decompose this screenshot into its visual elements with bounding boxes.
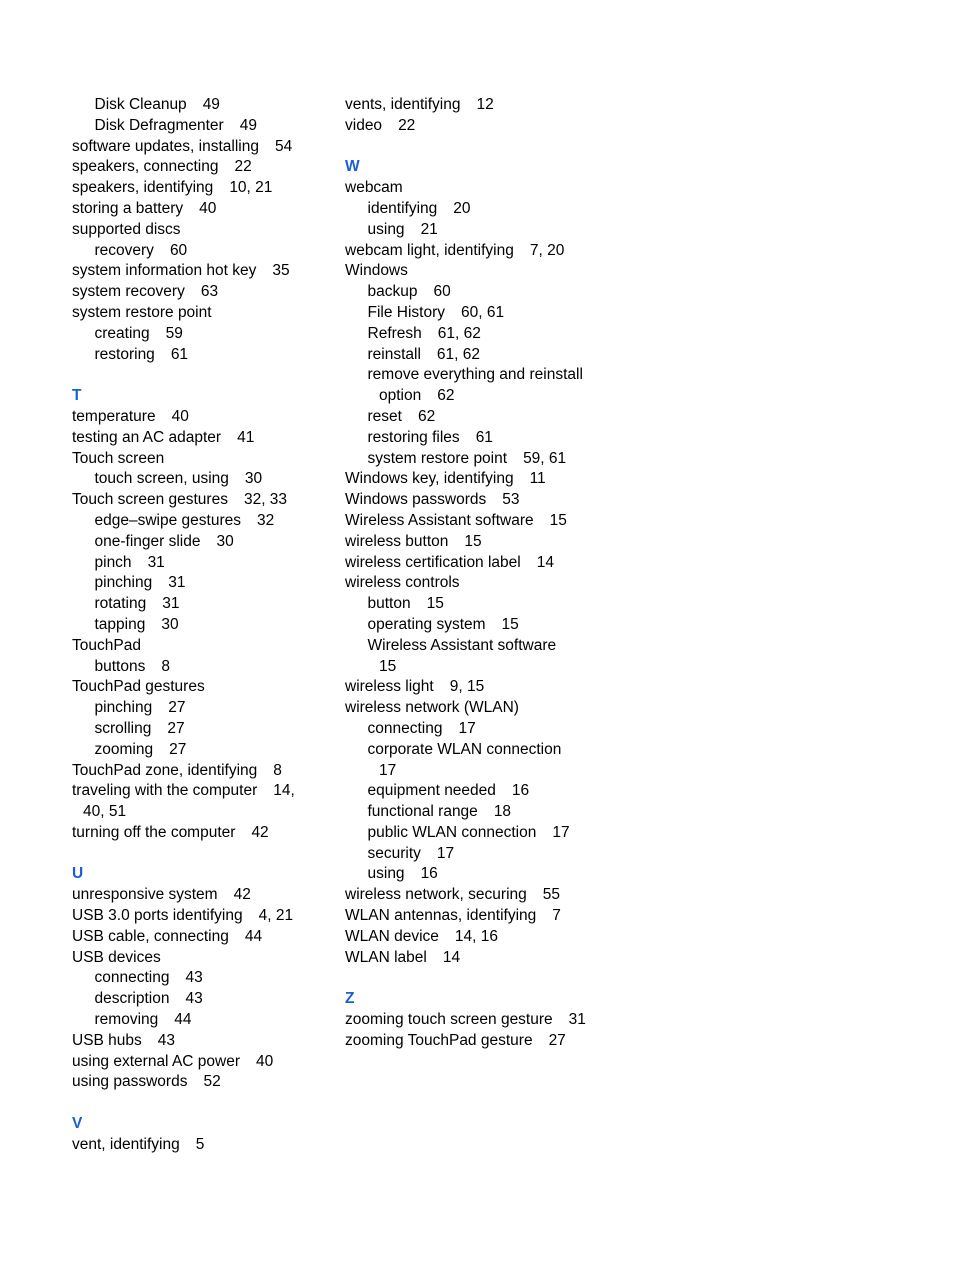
- index-entry: [72, 178, 322, 199]
- index-subentry: [72, 740, 322, 761]
- index-entry: [72, 199, 322, 220]
- index-term: Windows passwords: [345, 491, 487, 509]
- index-entry: [345, 906, 645, 927]
- index-subentry: [72, 95, 322, 116]
- page-reference-link[interactable]: 12: [476, 96, 494, 113]
- index-column-right: [345, 95, 645, 1052]
- section-spacer: [345, 968, 645, 989]
- index-term: turning off the computer: [72, 823, 236, 841]
- page-reference-link[interactable]: 15: [549, 511, 567, 529]
- page-reference-link[interactable]: 15: [501, 615, 519, 633]
- index-entry: [345, 1031, 645, 1052]
- index-term: USB devices: [72, 948, 161, 966]
- index-subentry: [345, 823, 645, 844]
- index-term: system recovery: [72, 283, 185, 301]
- index-term: traveling with the computer: [72, 782, 258, 800]
- index-term: using passwords: [72, 1073, 188, 1091]
- index-term: restoring: [94, 345, 155, 363]
- index-term: TouchPad gestures: [72, 678, 205, 696]
- index-term: identifying: [367, 199, 438, 217]
- index-subentry: [72, 719, 322, 740]
- page-reference-link[interactable]: 18: [493, 803, 512, 821]
- page-reference-link[interactable]: 22: [398, 116, 416, 134]
- index-entry: [72, 407, 322, 428]
- page-reference-link[interactable]: 17: [552, 823, 570, 841]
- index-subentry: [72, 968, 322, 989]
- index-subentry: [72, 657, 322, 678]
- page-reference-link[interactable]: 21: [420, 220, 438, 238]
- page-reference-link[interactable]: 20: [453, 199, 471, 217]
- page-reference-link[interactable]: 44: [244, 927, 263, 945]
- index-term: corporate WLAN connection: [367, 740, 562, 758]
- index-term: removing: [94, 1011, 159, 1029]
- index-entry: [345, 116, 645, 137]
- index-term: wireless controls: [345, 574, 460, 592]
- page-reference-link[interactable]: 52: [203, 1073, 221, 1091]
- index-term: Wireless Assistant software: [367, 636, 557, 654]
- index-term: USB hubs: [72, 1031, 142, 1049]
- index-entry: [72, 1052, 322, 1073]
- index-term: system restore point: [72, 303, 212, 321]
- index-term: public WLAN connection: [367, 823, 537, 841]
- index-entry: [345, 241, 645, 262]
- index-entry: [72, 677, 322, 698]
- page-reference-link[interactable]: 54: [274, 137, 293, 155]
- index-term: WLAN label: [345, 948, 427, 966]
- page-reference-link[interactable]: 10, 21: [229, 179, 273, 197]
- page-reference-link[interactable]: 35: [272, 262, 290, 280]
- index-term: creating: [94, 324, 150, 342]
- index-entry: [72, 823, 322, 844]
- index-subentry: [72, 241, 322, 262]
- page-reference-link[interactable]: 59: [165, 324, 183, 342]
- index-subentry: [345, 449, 645, 470]
- index-term: one-finger slide: [94, 532, 201, 550]
- index-entry: [345, 948, 645, 969]
- index-entry-continuation: [345, 386, 645, 407]
- page-reference-link[interactable]: 30: [244, 470, 263, 488]
- index-term: Touch screen: [72, 449, 165, 467]
- index-subentry: [345, 844, 645, 865]
- page-reference-link[interactable]: 62: [417, 407, 436, 425]
- index-letter-heading: W: [345, 158, 360, 176]
- index-term: wireless button: [345, 532, 449, 550]
- index-term: operating system: [367, 615, 486, 633]
- section-spacer: [72, 844, 322, 865]
- index-term: zooming: [94, 740, 154, 758]
- page-reference-link[interactable]: 61: [475, 428, 493, 446]
- index-term: scrolling: [94, 719, 152, 737]
- index-term: remove everything and reinstall: [367, 366, 583, 384]
- index-letter-heading: V: [72, 1115, 83, 1133]
- index-entry: [72, 781, 322, 802]
- page-reference-link[interactable]: 61: [170, 345, 189, 363]
- index-entry: [72, 428, 322, 449]
- index-subentry: [345, 864, 645, 885]
- page-reference-link[interactable]: 31: [147, 553, 165, 571]
- index-entry: [345, 927, 645, 948]
- index-term: wireless network, securing: [345, 886, 527, 904]
- index-term: rotating: [94, 595, 147, 613]
- index-term: description: [94, 990, 170, 1008]
- page-reference-link[interactable]: 40: [171, 407, 189, 425]
- index-term: wireless network (WLAN): [345, 699, 519, 717]
- index-term: speakers, identifying: [72, 179, 214, 197]
- page-reference-link[interactable]: 30: [216, 532, 234, 550]
- page-reference-link[interactable]: 60: [169, 241, 188, 259]
- index-term: Windows key, identifying: [345, 470, 514, 488]
- index-term: restoring files: [367, 428, 460, 446]
- index-subentry: [72, 573, 322, 594]
- index-subentry: [345, 199, 645, 220]
- page-reference-link[interactable]: 8: [161, 657, 170, 675]
- page-reference-link[interactable]: 17: [458, 719, 476, 737]
- index-entry: [345, 698, 645, 719]
- page-reference-link[interactable]: 42: [233, 886, 251, 904]
- index-term: storing a battery: [72, 199, 184, 217]
- index-term: buttons: [94, 657, 146, 675]
- index-term: Windows: [345, 262, 408, 280]
- page-reference-link[interactable]: 61, 62: [436, 345, 481, 363]
- index-term: software updates, installing: [72, 137, 259, 155]
- index-entry-continuation: [345, 761, 645, 782]
- index-entry: [72, 1135, 322, 1156]
- index-term: system information hot key: [72, 262, 257, 280]
- index-term: speakers, connecting: [72, 158, 219, 176]
- page-reference-link[interactable]: 49: [239, 116, 257, 134]
- index-entry: [345, 490, 645, 511]
- index-entry: [345, 573, 645, 594]
- index-term: Refresh: [367, 324, 422, 342]
- page-reference-link[interactable]: 17: [436, 844, 455, 862]
- page-reference-link[interactable]: 22: [234, 158, 252, 176]
- index-term: reset: [367, 407, 402, 425]
- page-reference-link[interactable]: 43: [157, 1031, 176, 1049]
- section-spacer: [72, 1093, 322, 1114]
- index-term: WLAN device: [345, 927, 439, 945]
- index-term: edge–swipe gestures: [94, 511, 241, 529]
- index-term: WLAN antennas, identifying: [345, 907, 537, 925]
- index-term: TouchPad: [72, 636, 141, 654]
- page-reference-link[interactable]: 7, 20: [529, 241, 565, 259]
- index-term: zooming TouchPad gesture: [345, 1031, 533, 1049]
- page-reference-link[interactable]: 7: [552, 907, 561, 925]
- index-entry: [72, 261, 322, 282]
- index-entry: [72, 282, 322, 303]
- index-subentry: [345, 719, 645, 740]
- index-column-left: [72, 95, 322, 1156]
- page-reference-link[interactable]: 61, 62: [437, 324, 481, 342]
- index-entry: [72, 906, 322, 927]
- index-term: functional range: [367, 803, 478, 821]
- index-term: wireless certification label: [345, 553, 521, 571]
- page-reference-link[interactable]: 32, 33: [243, 491, 288, 509]
- index-entry: [72, 220, 322, 241]
- index-subentry: [72, 532, 322, 553]
- page-reference-link[interactable]: 14: [442, 948, 461, 966]
- page-reference-link[interactable]: 14: [536, 553, 554, 571]
- index-entry: [72, 761, 322, 782]
- page-reference-link[interactable]: 41: [237, 428, 255, 446]
- index-entry: [345, 677, 645, 698]
- index-subentry: [72, 989, 322, 1010]
- index-term: File History: [367, 303, 446, 321]
- index-term: 15: [379, 657, 397, 675]
- index-entry: [72, 303, 322, 324]
- index-term: option: [379, 387, 422, 405]
- page-reference-link[interactable]: 43: [185, 969, 203, 987]
- index-entry: [72, 885, 322, 906]
- page-reference-link[interactable]: 31: [162, 595, 180, 613]
- index-entry: [345, 178, 645, 199]
- index-term: using external AC power: [72, 1052, 241, 1070]
- section-spacer: [345, 137, 645, 158]
- index-term: pinching: [94, 574, 153, 592]
- page-reference-link[interactable]: 40: [199, 199, 217, 217]
- index-subentry: [345, 428, 645, 449]
- index-term: testing an AC adapter: [72, 428, 222, 446]
- index-term: equipment needed: [367, 782, 496, 800]
- index-entry: [345, 1010, 645, 1031]
- page-reference-link[interactable]: 16: [511, 782, 530, 800]
- index-entry: [345, 261, 645, 282]
- index-term: vent, identifying: [72, 1135, 180, 1153]
- index-term: supported discs: [72, 220, 181, 238]
- index-term: wireless light: [345, 678, 434, 696]
- index-subentry: [345, 303, 645, 324]
- index-term: touch screen, using: [94, 470, 229, 488]
- index-term: zooming touch screen gesture: [345, 1011, 553, 1029]
- index-term: pinching: [94, 699, 153, 717]
- page-reference-link[interactable]: 31: [568, 1011, 586, 1029]
- index-subentry: [345, 594, 645, 615]
- index-term: backup: [367, 283, 418, 301]
- index-entry: [72, 1031, 322, 1052]
- page-reference-link[interactable]: 8: [273, 761, 282, 779]
- page-reference-link[interactable]: 15: [464, 532, 482, 550]
- page-reference-link[interactable]: 62: [437, 387, 455, 405]
- index-term: unresponsive system: [72, 886, 218, 904]
- index-entry: [345, 95, 645, 116]
- page-reference-link[interactable]: 44: [174, 1011, 192, 1029]
- page-reference-link[interactable]: 11: [529, 470, 546, 488]
- index-term: using: [367, 220, 405, 238]
- page-reference-link[interactable]: 15: [426, 595, 444, 613]
- index-subentry: [345, 615, 645, 636]
- index-term: reinstall: [367, 345, 421, 363]
- index-term: security: [367, 844, 421, 862]
- page-reference-link[interactable]: 42: [251, 823, 269, 841]
- index-term: using: [367, 865, 405, 883]
- page-reference-link[interactable]: 14,: [273, 782, 295, 800]
- index-term: Touch screen gestures: [72, 491, 228, 509]
- index-term: vents, identifying: [345, 96, 461, 113]
- index-subentry: [345, 365, 645, 386]
- index-term: webcam light, identifying: [345, 241, 514, 259]
- index-term: recovery: [94, 241, 154, 259]
- index-subentry: [72, 116, 322, 137]
- index-term: USB 3.0 ports identifying: [72, 907, 243, 925]
- index-term: button: [367, 595, 411, 613]
- index-term: connecting: [94, 969, 170, 987]
- index-entry: [72, 490, 322, 511]
- index-subentry: [345, 636, 645, 657]
- index-subentry: [72, 324, 322, 345]
- section-spacer: [72, 365, 322, 386]
- index-entry-continuation: [345, 657, 645, 678]
- index-entry: [345, 885, 645, 906]
- index-subentry: [345, 802, 645, 823]
- index-term: tapping: [94, 615, 146, 633]
- index-entry: [345, 553, 645, 574]
- page-reference-link[interactable]: 40: [256, 1052, 274, 1070]
- page-reference-link[interactable]: 27: [168, 699, 186, 717]
- index-entry: [345, 511, 645, 532]
- page-reference-link[interactable]: 27: [167, 719, 185, 737]
- index-entry: [72, 948, 322, 969]
- page-reference-link[interactable]: 16: [420, 865, 438, 883]
- index-subentry: [72, 553, 322, 574]
- index-term: pinch: [94, 553, 132, 571]
- index-letter-heading: Z: [345, 990, 355, 1008]
- index-term: connecting: [367, 719, 443, 737]
- index-entry: [72, 137, 322, 158]
- index-subentry: [72, 469, 322, 490]
- index-subentry: [345, 407, 645, 428]
- page-reference-link[interactable]: 32: [257, 511, 275, 529]
- page-reference-link[interactable]: 43: [185, 990, 203, 1008]
- index-subentry: [72, 345, 322, 366]
- index-term: system restore point: [367, 449, 508, 467]
- index-subentry: [345, 781, 645, 802]
- index-term: Disk Defragmenter: [94, 116, 224, 134]
- index-subentry: [72, 511, 322, 532]
- page-reference-link[interactable]: 4, 21: [258, 907, 294, 925]
- index-term: 17: [379, 761, 397, 779]
- index-letter-heading: T: [72, 387, 82, 405]
- index-subentry: [345, 324, 645, 345]
- index-entry-continuation: [72, 802, 322, 823]
- page-reference-link[interactable]: 53: [502, 491, 520, 509]
- index-term: USB cable, connecting: [72, 927, 229, 945]
- index-subentry: [345, 740, 645, 761]
- page-reference-link[interactable]: 59, 61: [523, 449, 567, 467]
- page-reference-link[interactable]: 30: [161, 615, 179, 633]
- index-term: Wireless Assistant software: [345, 511, 534, 529]
- page-reference-link[interactable]: 63: [200, 283, 219, 301]
- index-term: video: [345, 116, 383, 134]
- index-subentry: [345, 282, 645, 303]
- index-subentry: [345, 220, 645, 241]
- index-subentry: [72, 698, 322, 719]
- index-subentry: [72, 594, 322, 615]
- page-reference-link[interactable]: 31: [168, 574, 186, 592]
- index-entry: [72, 636, 322, 657]
- page-reference-link[interactable]: 27: [548, 1031, 566, 1049]
- index-entry: [72, 449, 322, 470]
- page-reference-link[interactable]: 5: [195, 1135, 205, 1153]
- index-term: 40, 51: [83, 803, 127, 821]
- index-subentry: [72, 615, 322, 636]
- page-reference-link[interactable]: 49: [202, 96, 220, 113]
- index-entry: [72, 157, 322, 178]
- index-term: temperature: [72, 407, 156, 425]
- page-reference-link[interactable]: 9, 15: [449, 678, 485, 696]
- page-reference-link[interactable]: 60, 61: [461, 303, 505, 321]
- page-reference-link[interactable]: 55: [542, 886, 561, 904]
- index-term: webcam: [345, 179, 403, 197]
- page-reference-link[interactable]: 27: [169, 740, 187, 758]
- page-reference-link[interactable]: 60: [433, 283, 451, 301]
- index-term: Disk Cleanup: [94, 96, 187, 113]
- index-entry: [345, 469, 645, 490]
- page-reference-link[interactable]: 14, 16: [454, 927, 499, 945]
- index-entry: [72, 927, 322, 948]
- index-entry: [72, 1072, 322, 1093]
- index-entry: [345, 532, 645, 553]
- index-term: TouchPad zone, identifying: [72, 761, 258, 779]
- index-subentry: [72, 1010, 322, 1031]
- index-subentry: [345, 345, 645, 366]
- index-letter-heading: U: [72, 865, 84, 883]
